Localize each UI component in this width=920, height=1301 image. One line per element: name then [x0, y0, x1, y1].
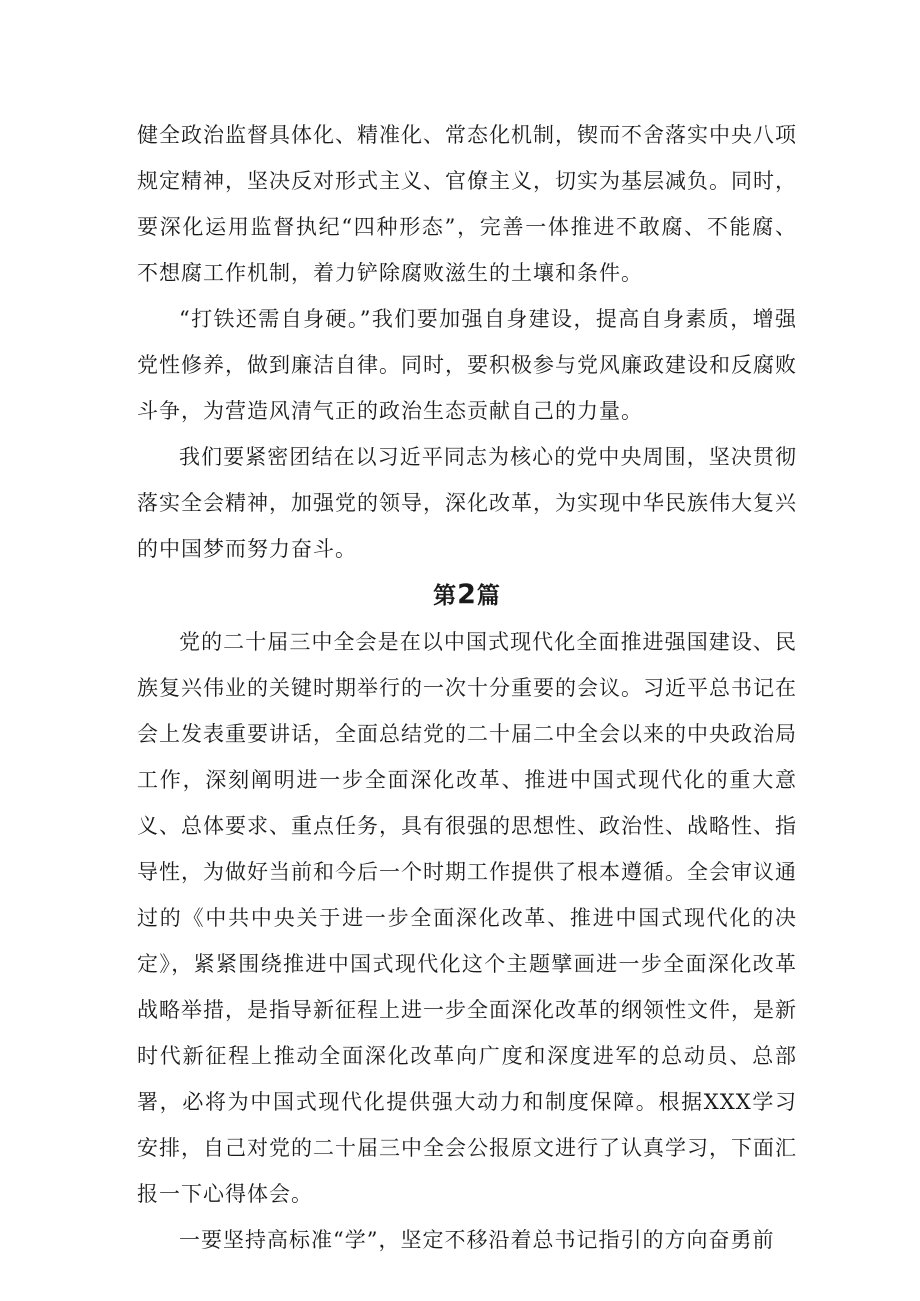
- paragraph-2: “打铁还需自身硬。”我们要加强自身建设，提高自身素质，增强党性修养，做到廉洁自律。同时，要积极参与党风廉政建设和反腐败斗争，为营造风清气正的政治生态贡献自己的力量。: [137, 307, 797, 423]
- paragraph-5: 一要坚持高标准“学”，坚定不移沿着总书记指引的方向奋勇前: [179, 1228, 775, 1252]
- document-page: [137, 112, 797, 1263]
- heading-suffix: 篇: [476, 582, 501, 609]
- heading-number: 2: [457, 579, 477, 610]
- heading-prefix: 第: [433, 582, 458, 609]
- paragraph-3: 我们要紧密团结在以习近平同志为核心的党中央周围，坚决贯彻落实全会精神，加强党的领导，深化改革，为实现中华民族伟大复兴的中国梦而努力奋斗。: [137, 445, 797, 561]
- section-heading: [137, 572, 797, 619]
- paragraph-1: 健全政治监督具体化、精准化、常态化机制，锲而不舍落实中央八项规定精神，坚决反对形式主义、官僚主义，切实为基层减负。同时，要深化运用监督执纪“四种形态”，完善一体推进不敢腐、不能腐、不想腐工作机制，着力铲除腐败滋生的土壤和条件。: [137, 123, 797, 285]
- paragraph-4: 党的二十届三中全会是在以中国式现代化全面推进强国建设、民族复兴伟业的关键时期举行的一次十分重要的会议。习近平总书记在会上发表重要讲话，全面总结党的二十届二中全会以来的中央政治局工作，深刻阐明进一步全面深化改革、推进中国式现代化的重大意义、总体要求、重点任务，具有很强的思想性、政治性、战略性、指导性，为做好当前和今后一个时期工作提供了根本遵循。全会审议通过的《中共中央关于进一步全面深化改革、推进中国式现代化的决定》，紧紧围绕推进中国式现代化这个主题擘画进一步全面深化改革战略举措，是指导新征程上进一步全面深化改革的纲领性文件，是新时代新征程上推动全面深化改革向广度和深度进军的总动员、总部署，必将为中国式现代化提供强大动力和制度保障。根据XXX学习安排，自己对党的二十届三中全会公报原文进行了认真学习，下面汇报一下心得体会。: [137, 630, 797, 1206]
